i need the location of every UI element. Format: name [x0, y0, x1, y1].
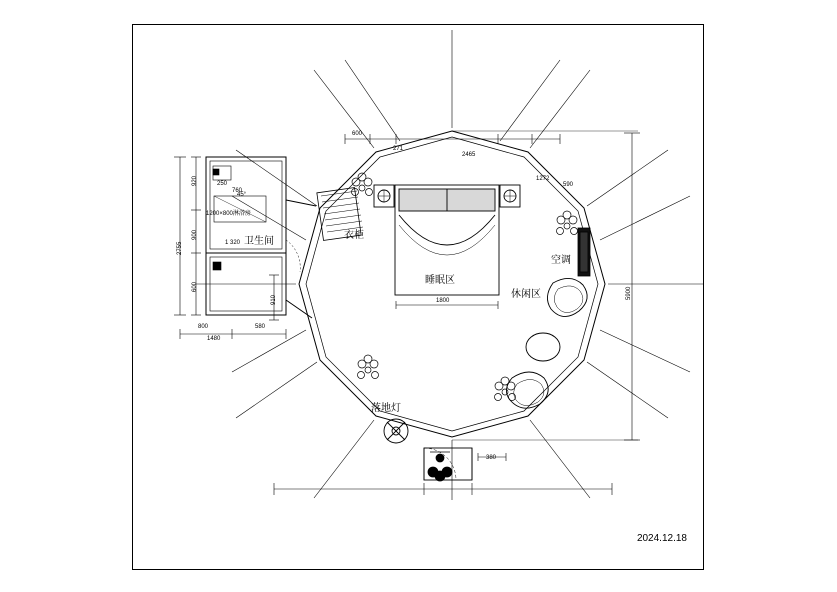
dim-door-width: 380 — [486, 455, 497, 461]
dim-left-inner-2: 900 — [192, 229, 198, 240]
room-label-wardrobe: 衣柜 — [344, 230, 364, 241]
dim-row-3: 580 — [255, 324, 266, 330]
room-label-bathroom: 卫生间 — [244, 236, 274, 247]
note-angle: 45° — [237, 192, 247, 198]
dim-small-2: 760 — [232, 188, 243, 194]
dim-small-1: 910 — [271, 294, 277, 305]
dim-top-4: 1272 — [536, 176, 550, 182]
room-label-sleeping: 睡眠区 — [425, 275, 455, 286]
dim-top-2: 271 — [393, 146, 404, 152]
dim-top-5: 590 — [563, 182, 574, 188]
dim-left-inner-3: 600 — [192, 281, 198, 292]
dim-overall-height: 5900 — [626, 286, 632, 300]
floor-lamp — [384, 419, 408, 443]
person-figure — [428, 452, 452, 481]
room-label-ac: 空调 — [551, 255, 571, 266]
room-label-lounge: 休闲区 — [511, 289, 541, 300]
dim-bed-width: 1800 — [436, 298, 450, 304]
dim-top-3: 2465 — [462, 152, 476, 158]
dim-top-1: 600 — [352, 131, 363, 137]
dim-small-3: 250 — [217, 181, 228, 187]
dim-left-inner-1: 920 — [192, 175, 198, 186]
dim-left-block-width: 1480 — [207, 336, 221, 342]
air-conditioner — [578, 228, 590, 276]
dim-row-1: 1 320 — [225, 240, 241, 246]
dim-left-block-height: 2755 — [177, 241, 183, 255]
note-bathroom-shower: 1200×800淋浴房 — [206, 211, 251, 217]
dim-row-2: 800 — [198, 324, 209, 330]
room-label-floorlamp: 落地灯 — [371, 403, 401, 414]
drawing-date: 2024.12.18 — [636, 533, 687, 544]
